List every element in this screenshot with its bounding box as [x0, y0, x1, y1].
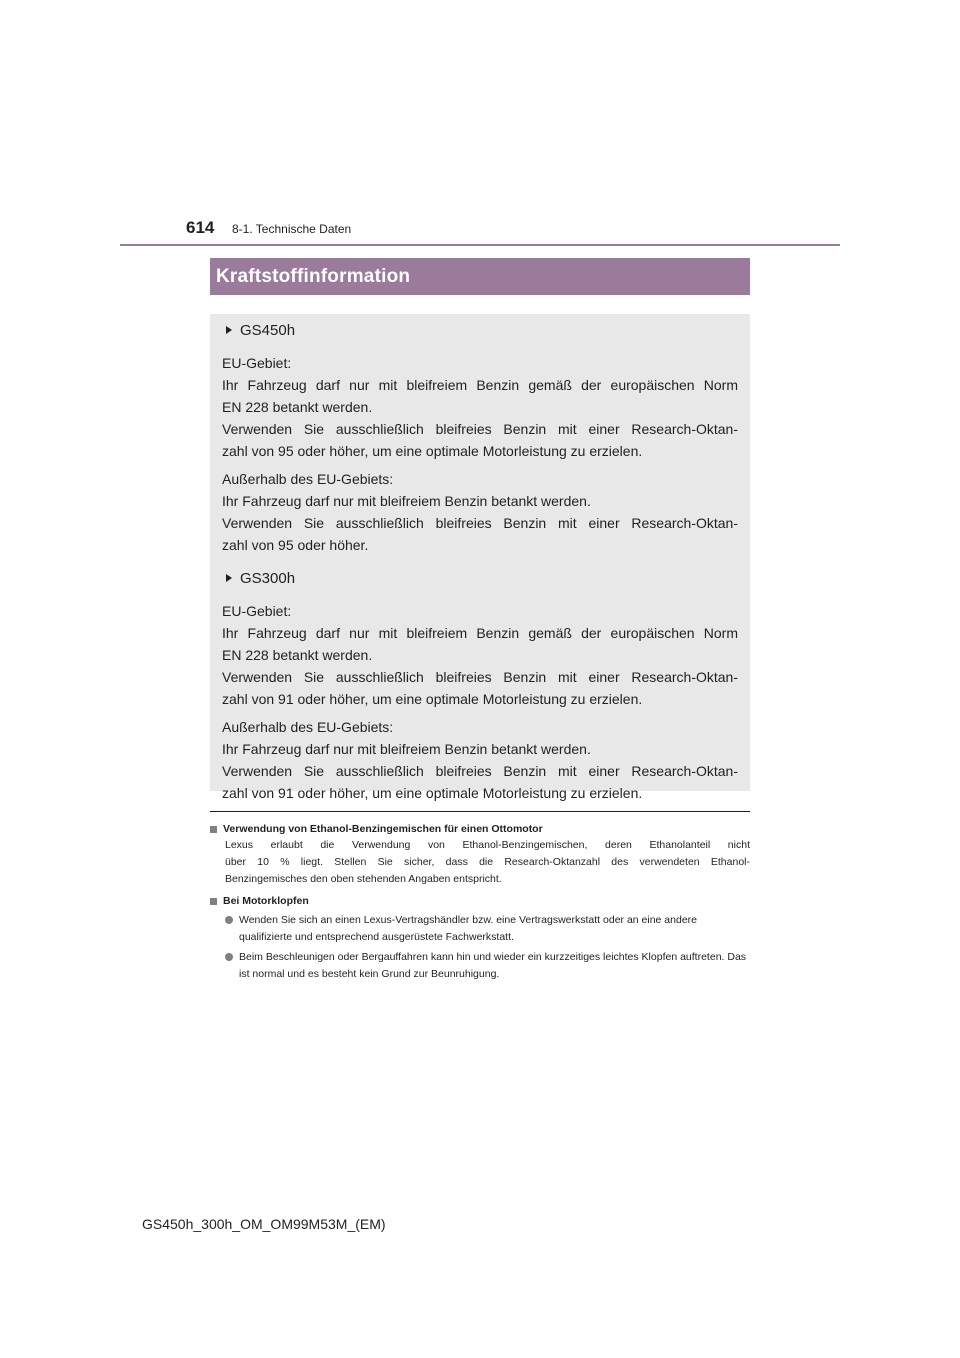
list-item: [210, 912, 750, 946]
model-heading: [222, 564, 738, 592]
footer-code: GS450h_300h_OM_OM99M53M_(EM): [142, 1216, 386, 1232]
list-item-text: Wenden Sie sich an einen Lexus-Vertragshändler bzw. eine Vertragswerkstatt oder an eine andere qualifizierte und entsprechend ausgerüstete Fachwerkstatt.: [239, 914, 698, 943]
text-line: EN 228 betankt werden.: [222, 399, 373, 415]
triangle-right-icon: [226, 326, 232, 334]
region-heading: Außerhalb des EU-Gebiets:: [222, 719, 394, 735]
section-label: 8-1. Technische Daten: [232, 222, 352, 236]
list-item: [210, 949, 750, 983]
header-rule: [120, 244, 840, 246]
region-block: [222, 716, 738, 804]
region-heading: EU-Gebiet:: [222, 355, 292, 371]
model-heading: [222, 316, 738, 344]
circle-bullet-icon: [225, 916, 233, 924]
notes-divider: [210, 811, 750, 812]
text-line: zahl von 95 oder höher, um eine optimale Motorleistung zu erzielen.: [222, 443, 643, 459]
text-line: EN 228 betankt werden.: [222, 647, 373, 663]
text-line: Verwenden Sie ausschließlich bleifreies Benzin mit einer Research-Oktan-: [222, 669, 738, 685]
text-line: Ihr Fahrzeug darf nur mit bleifreiem Benzin gemäß der europäischen Norm: [222, 625, 738, 641]
note-heading-text: Verwendung von Ethanol-Benzingemischen für einen Ottomotor: [223, 823, 543, 835]
square-icon: [210, 898, 217, 905]
region-heading: EU-Gebiet:: [222, 603, 292, 619]
note-heading: [210, 822, 750, 837]
text-line: Ihr Fahrzeug darf nur mit bleifreiem Benzin betankt werden.: [222, 493, 591, 509]
note-body: [225, 837, 750, 888]
square-icon: [210, 826, 217, 833]
text-line: zahl von 95 oder höher.: [222, 537, 369, 553]
page-number: 614: [186, 218, 215, 237]
list-item-text: Beim Beschleunigen oder Bergauffahren kann hin und wieder ein kurzzeitiges leichtes Klopfen auftreten. Das ist normal und es besteht kein Grund zur Beunruhigung.: [239, 951, 747, 980]
page-title: Kraftstoffinformation: [216, 265, 411, 287]
title-banner: [210, 258, 750, 295]
circle-bullet-icon: [225, 953, 233, 961]
region-heading: Außerhalb des EU-Gebiets:: [222, 471, 394, 487]
text-line: Ihr Fahrzeug darf nur mit bleifreiem Benzin betankt werden.: [222, 741, 591, 757]
model-name: GS300h: [240, 569, 296, 587]
region-block: [222, 600, 738, 710]
triangle-right-icon: [226, 574, 232, 582]
notes-section: [210, 822, 750, 983]
note-heading-text: Bei Motorklopfen: [223, 895, 309, 907]
text-line: zahl von 91 oder höher, um eine optimale Motorleistung zu erzielen.: [222, 691, 643, 707]
text-line: Ihr Fahrzeug darf nur mit bleifreiem Benzin gemäß der europäischen Norm: [222, 377, 738, 393]
model-name: GS450h: [240, 321, 296, 339]
note-heading: [210, 894, 750, 909]
text-line: Verwenden Sie ausschließlich bleifreies Benzin mit einer Research-Oktan-: [222, 763, 738, 779]
fuel-info-box: [210, 314, 750, 801]
text-line: Benzingemisches den oben stehenden Angaben entspricht.: [225, 873, 502, 885]
text-line: Verwenden Sie ausschließlich bleifreies Benzin mit einer Research-Oktan-: [222, 421, 738, 437]
region-block: [222, 352, 738, 462]
region-block: [222, 468, 738, 556]
text-line: über 10 % liegt. Stellen Sie sicher, dass die Research-Oktanzahl des verwendeten Ethanol-: [225, 856, 750, 868]
text-line: zahl von 91 oder höher, um eine optimale Motorleistung zu erzielen.: [222, 785, 643, 801]
text-line: Lexus erlaubt die Verwendung von Ethanol-Benzingemischen, deren Ethanolanteil nicht: [225, 839, 750, 851]
text-line: Verwenden Sie ausschließlich bleifreies Benzin mit einer Research-Oktan-: [222, 515, 738, 531]
